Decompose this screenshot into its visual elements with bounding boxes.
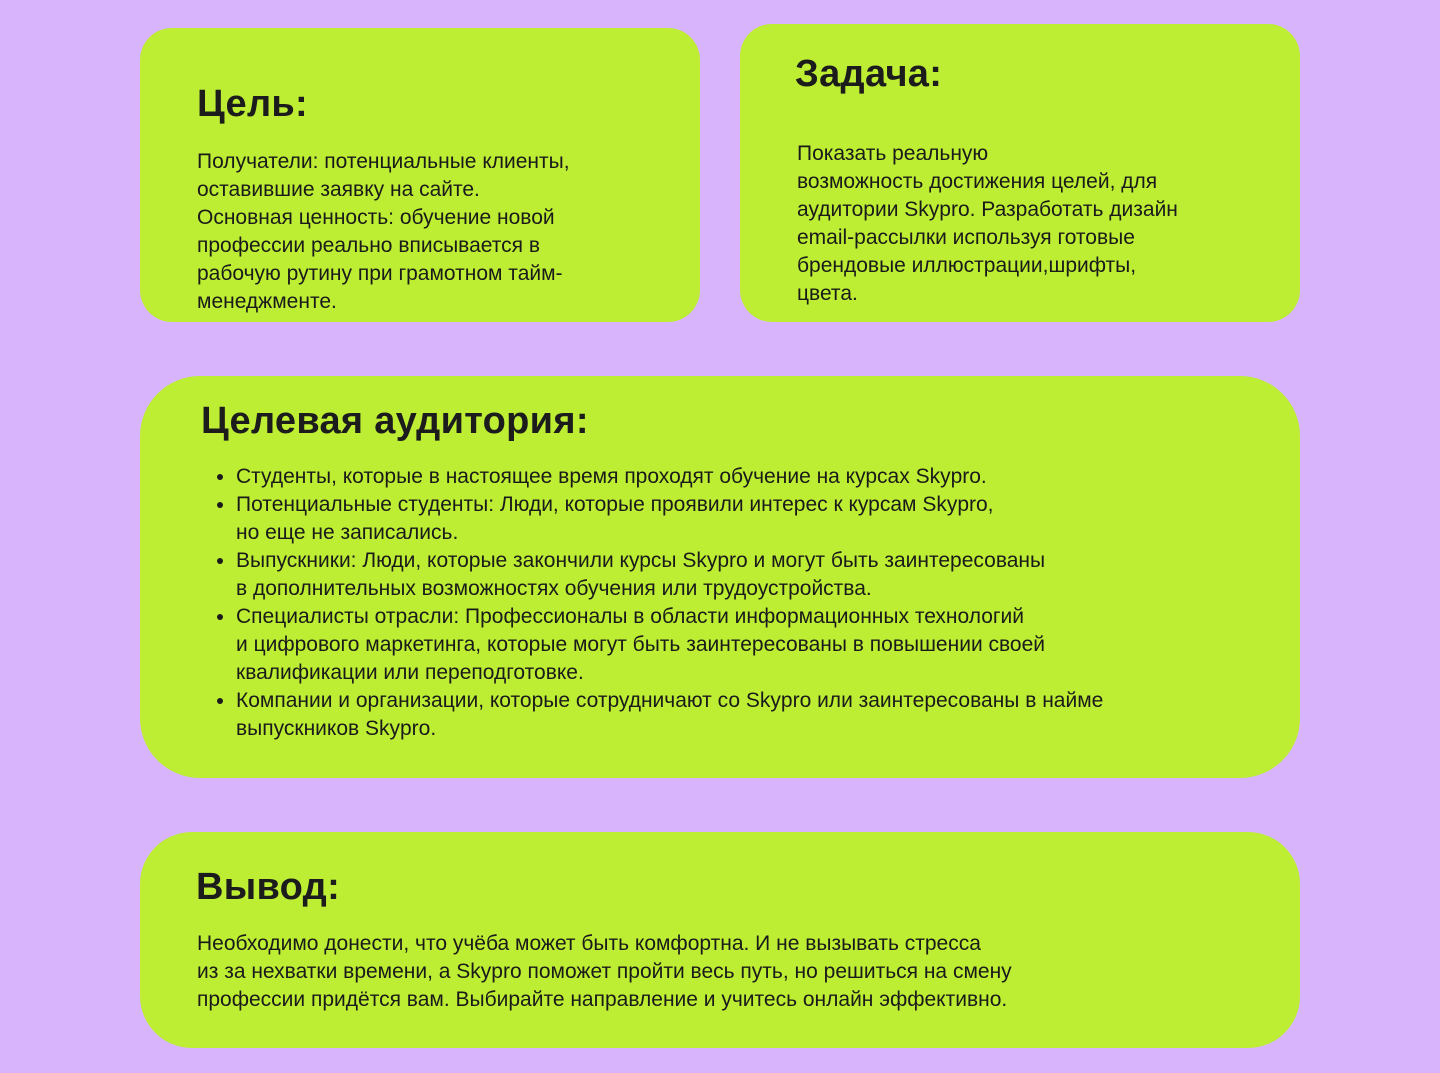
audience-item-industry-specialists: • Специалисты отрасли: Профессионалы в области информационных технологий и цифрового маркетинга, которые могут быть заинтересованы в повышении своей квалификации или переподготовке. [236, 603, 1276, 687]
audience-title: Целевая аудитория: [201, 400, 589, 442]
audience-item-companies: • Компании и организации, которые сотрудничают со Skypro или заинтересованы в найме выпускников Skypro. [236, 687, 1276, 743]
audience-card [140, 376, 1300, 778]
goal-text: Получатели: потенциальные клиенты, оставившие заявку на сайте. Основная ценность: обучение новой профессии реально вписывается в рабочую рутину при грамотном тайм- менеджменте. [197, 150, 570, 313]
task-text: Показать реальную возможность достижения целей, для аудитории Skypro. Разработать дизайн email-рассылки используя готовые брендовые иллюстрации,шрифты, цвета. [797, 142, 1178, 305]
conclusion-card [140, 832, 1300, 1048]
conclusion-text: Необходимо донести, что учёба может быть комфортна. И не вызывать стресса из за нехватки времени, а Skypro поможет пройти весь путь, но решиться на смену профессии придётся вам. Выбирайте направление и учитесь онлайн эффективно. [197, 932, 1012, 1011]
audience-item-graduates: • Выпускники: Люди, которые закончили курсы Skypro и могут быть заинтересованы в дополнительных возможностях обучения или трудоустройства. [236, 547, 1276, 603]
audience-item-students: • Студенты, которые в настоящее время проходят обучение на курсах Skypro. [236, 463, 1276, 491]
audience-item-potential-students: • Потенциальные студенты: Люди, которые проявили интерес к курсам Skypro, но еще не записались. [236, 491, 1276, 547]
task-title: Задача: [795, 53, 943, 95]
goal-title: Цель: [197, 83, 309, 125]
task-card [740, 24, 1300, 322]
audience-list [214, 463, 1276, 743]
conclusion-title: Вывод: [196, 866, 341, 908]
goal-card [140, 28, 700, 322]
